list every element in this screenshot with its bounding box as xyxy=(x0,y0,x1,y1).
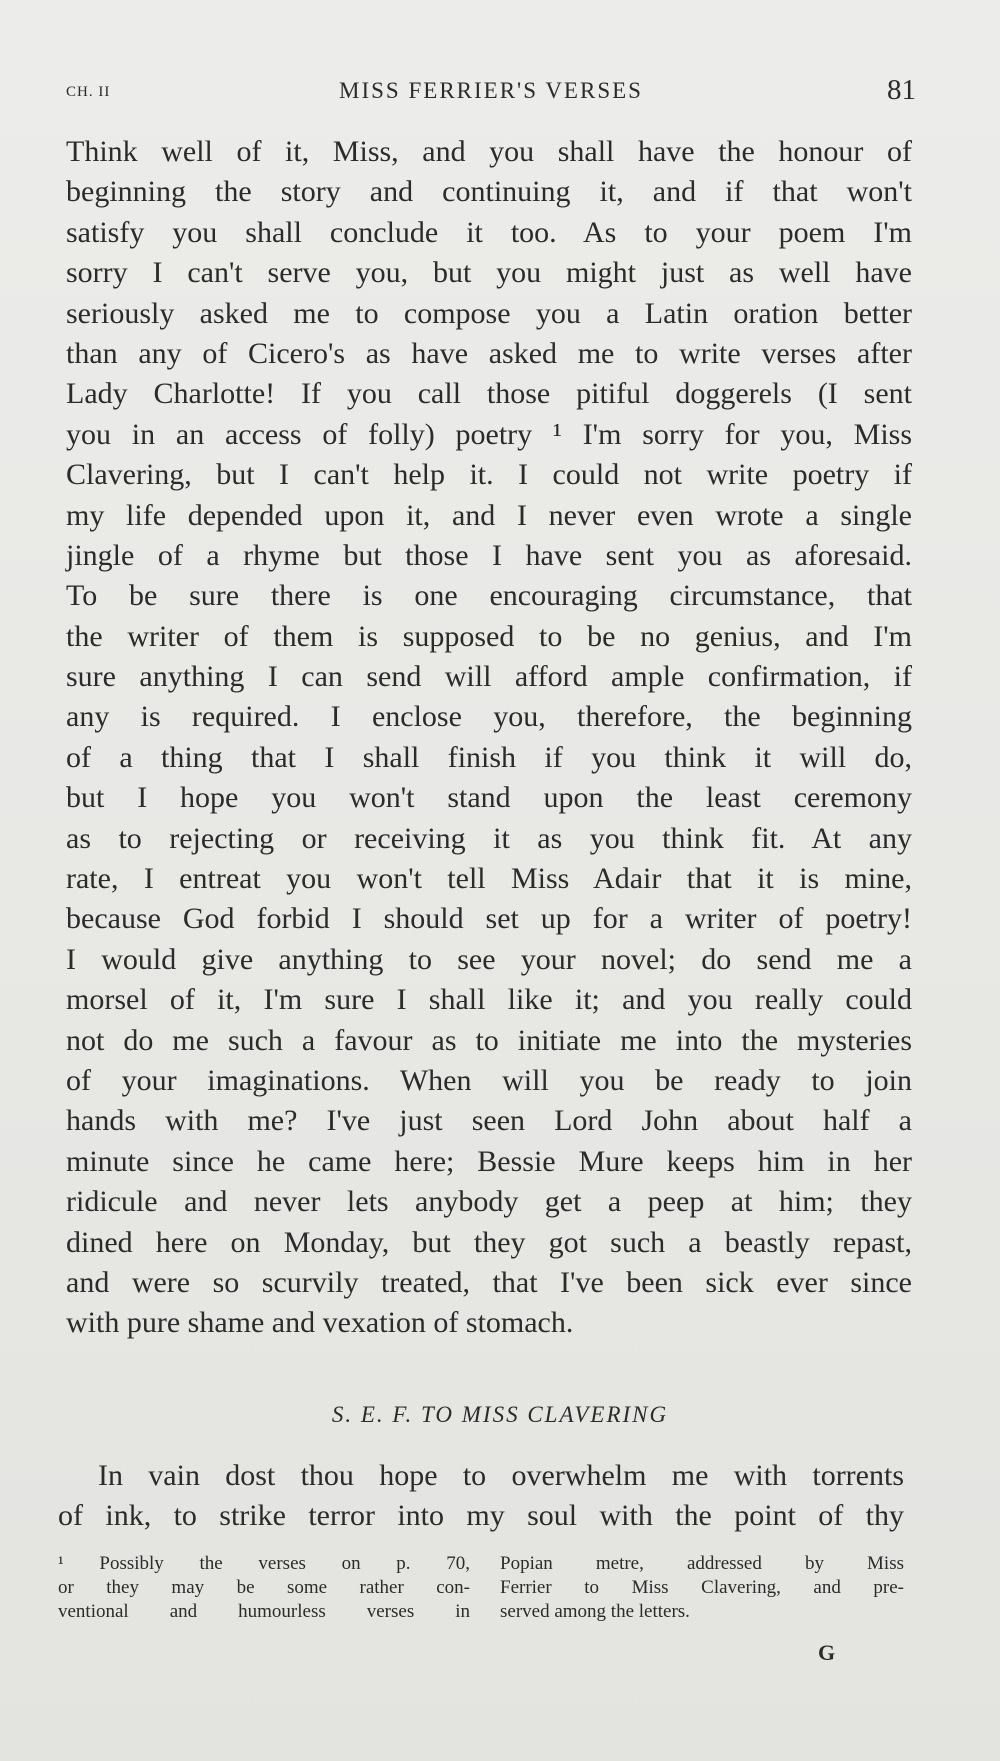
footnote-line: Ferrier to Miss Clavering, and pre- xyxy=(500,1577,904,1598)
text-line: To be sure there is one encouraging circumstance, that xyxy=(66,579,912,613)
text-line: dined here on Monday, but they got such a beastly repast, xyxy=(66,1225,912,1259)
footnote-line: ventional and humourless verses in xyxy=(58,1601,470,1622)
text-line: the writer of them is supposed to be no genius, and I'm xyxy=(66,619,912,653)
text-line: Think well of it, Miss, and you shall have the honour of xyxy=(66,135,912,168)
text-line: my life depended upon it, and I never even wrote a single xyxy=(66,498,912,532)
verse-text xyxy=(58,1455,904,1536)
text-line: sure anything I can send will afford ample confirmation, if xyxy=(66,660,912,694)
text-line: because God forbid I should set up for a writer of poetry! xyxy=(66,902,912,936)
text-line: I would give anything to see your novel; do send me a xyxy=(66,942,912,976)
text-line: but I hope you won't stand upon the least ceremony xyxy=(66,781,912,815)
footnote-line: ¹ Possibly the verses on p. 70, xyxy=(58,1553,470,1574)
text-line: of your imaginations. When will you be ready to join xyxy=(66,1063,912,1097)
text-line: sorry I can't serve you, but you might just as well have xyxy=(66,256,912,290)
text-line: of a thing that I shall finish if you think it will do, xyxy=(66,740,912,774)
section-heading: S. E. F. TO MISS CLAVERING xyxy=(331,1402,669,1427)
text-line: minute since he came here; Bessie Mure keeps him in her xyxy=(66,1144,912,1178)
text-line: than any of Cicero's as have asked me to write verses after xyxy=(66,336,912,370)
text-line: morsel of it, I'm sure I shall like it; and you really could xyxy=(66,983,912,1017)
text-line: Clavering, but I can't help it. I could not write poetry if xyxy=(66,458,912,492)
verse-line: In vain dost thou hope to overwhelm me with torrents xyxy=(98,1459,904,1492)
text-line: hands with me? I've just seen Lord John about half a xyxy=(66,1104,912,1138)
text-line: beginning the story and continuing it, and if that won't xyxy=(66,175,912,209)
text-line: Lady Charlotte! If you call those pitiful doggerels (I sent xyxy=(66,377,912,411)
text-line: jingle of a rhyme but those I have sent you as aforesaid. xyxy=(66,538,912,572)
signature-mark: G xyxy=(818,1640,836,1665)
footnote-line: served among the letters. xyxy=(500,1601,690,1622)
text-line: not do me such a favour as to initiate me into the mysteries xyxy=(66,1023,912,1057)
running-head xyxy=(66,70,916,110)
text-line: rate, I entreat you won't tell Miss Adair that it is mine, xyxy=(66,862,912,896)
running-title: MISS FERRIER'S VERSES xyxy=(339,78,643,103)
verse-line: of ink, to strike terror into my soul with the point of thy xyxy=(58,1499,904,1533)
letter-body xyxy=(66,132,912,1344)
text-line: as to rejecting or receiving it as you think fit. At any xyxy=(66,821,912,855)
text-line: with pure shame and vexation of stomach. xyxy=(66,1306,574,1340)
page-number: 81 xyxy=(887,74,916,106)
footnote-right-column xyxy=(500,1552,904,1624)
footnote-left-column xyxy=(58,1552,470,1624)
text-line: and were so scurvily treated, that I've been sick ever since xyxy=(66,1265,912,1299)
text-line: you in an access of folly) poetry ¹ I'm sorry for you, Miss xyxy=(66,417,912,451)
text-line: ridicule and never lets anybody get a peep at him; they xyxy=(66,1185,912,1219)
chapter-label: CH. II xyxy=(66,84,111,100)
text-line: satisfy you shall conclude it too. As to your poem I'm xyxy=(66,215,912,249)
footnote-line: Popian metre, addressed by Miss xyxy=(500,1553,904,1574)
footnote-line: or they may be some rather con- xyxy=(58,1577,470,1598)
text-line: any is required. I enclose you, therefore, the beginning xyxy=(66,700,912,734)
text-line: seriously asked me to compose you a Latin oration better xyxy=(66,296,912,330)
